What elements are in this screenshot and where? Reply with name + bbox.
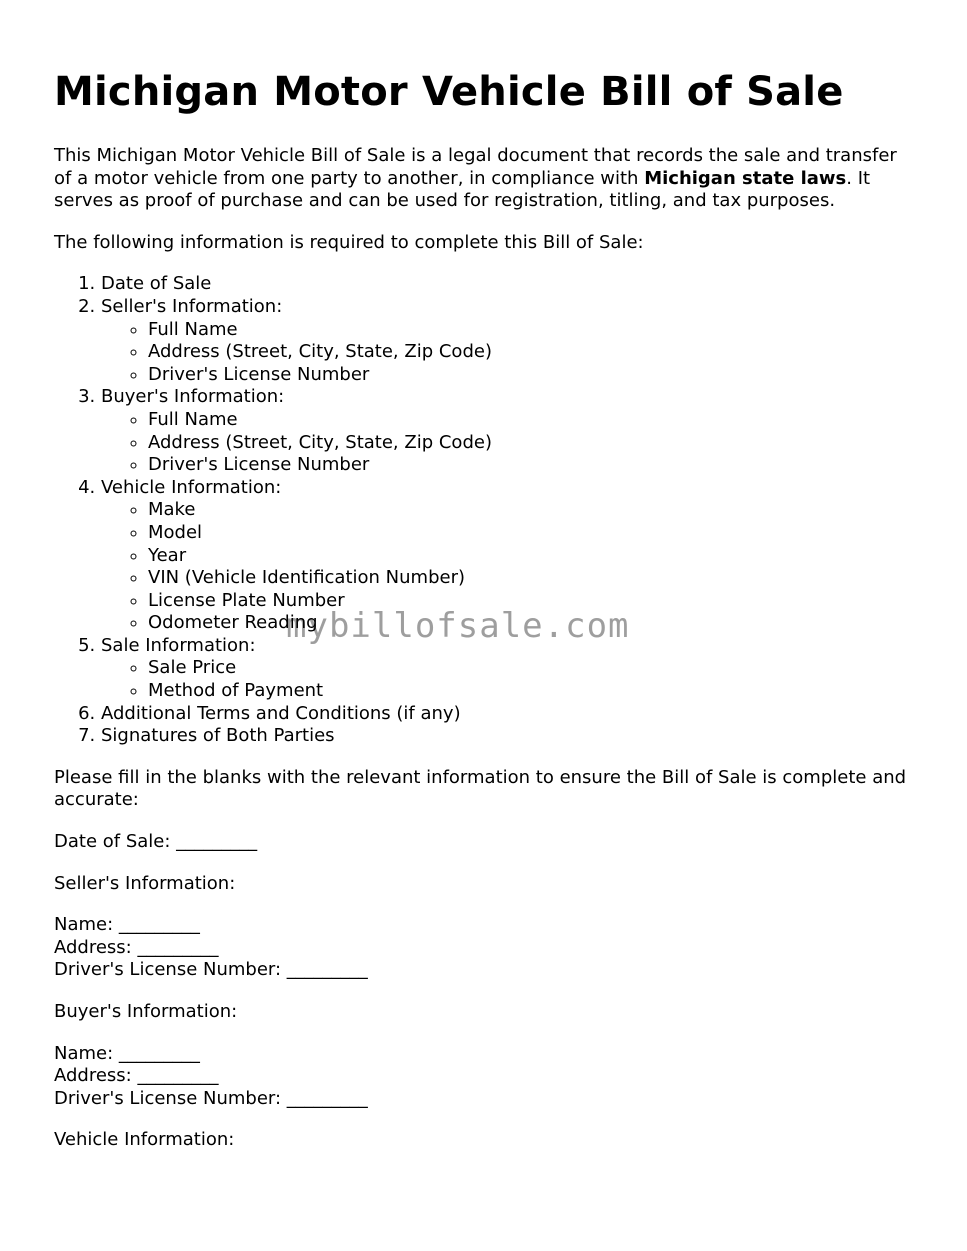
sub-list bbox=[101, 499, 914, 635]
sub-list-item: ◦ Address (Street, City, State, Zip Code) bbox=[148, 432, 914, 455]
required-list bbox=[54, 273, 914, 747]
buyer-heading: Buyer's Information: bbox=[54, 1001, 238, 1022]
list-item bbox=[101, 273, 914, 296]
date-of-sale-field[interactable]: Date of Sale: _________ bbox=[54, 831, 258, 853]
seller-heading: Seller's Information: bbox=[54, 872, 236, 894]
buyer-name-field[interactable]: Name: _________ bbox=[54, 1042, 200, 1064]
buyer-fields bbox=[54, 1043, 914, 1111]
watermark: mybillofsale.com bbox=[286, 606, 630, 646]
list-item-label: Additional Terms and Conditions (if any) bbox=[101, 702, 461, 724]
sub-list-item: ◦ Method of Payment bbox=[148, 680, 914, 703]
sub-list bbox=[101, 657, 914, 702]
list-item bbox=[101, 477, 914, 635]
list-item-label: Sale Information: bbox=[101, 634, 256, 656]
list-item-label: Seller's Information: bbox=[101, 295, 283, 317]
sub-list bbox=[101, 319, 914, 387]
sub-list-item: ◦ Address (Street, City, State, Zip Code) bbox=[148, 341, 914, 364]
seller-fields bbox=[54, 914, 914, 982]
list-item-label: Vehicle Information: bbox=[101, 476, 282, 498]
list-item bbox=[101, 635, 914, 703]
required-intro: The following information is required to complete this Bill of Sale: bbox=[54, 231, 644, 253]
fill-instructions: Please fill in the blanks with the relevant information to ensure the Bill of Sale is complete and accurate: bbox=[54, 766, 907, 811]
sub-list-item: ◦ Full Name bbox=[148, 409, 914, 432]
sub-list-item: ◦ Sale Price bbox=[148, 657, 914, 680]
vehicle-heading: Vehicle Information: bbox=[54, 1129, 235, 1151]
list-item bbox=[101, 296, 914, 386]
seller-name-field[interactable]: Name: _________ bbox=[54, 914, 200, 936]
list-item-label: Date of Sale bbox=[101, 273, 212, 295]
seller-address-field[interactable]: Address: _________ bbox=[54, 936, 219, 958]
sub-list-item: ◦ Odometer Reading bbox=[148, 612, 914, 635]
sub-list-item: ◦ Driver's License Number bbox=[148, 364, 914, 387]
intro-text-part2: . It serves as proof of purchase and can be used for registration, titling, and tax purposes. bbox=[54, 167, 871, 212]
intro-bold-text: Michigan state laws bbox=[644, 167, 847, 189]
buyer-license-field[interactable]: Driver's License Number: _________ bbox=[54, 1087, 368, 1109]
sub-list bbox=[101, 409, 914, 477]
sub-list-item: ◦ Driver's License Number bbox=[148, 454, 914, 477]
seller-license-field[interactable]: Driver's License Number: _________ bbox=[54, 959, 368, 981]
sub-list-item: ◦ Make bbox=[148, 499, 914, 522]
sub-list-item: ◦ License Plate Number bbox=[148, 590, 914, 613]
document-page bbox=[54, 66, 914, 1171]
intro-paragraph bbox=[54, 145, 914, 213]
list-item bbox=[101, 386, 914, 476]
list-item bbox=[101, 725, 914, 748]
list-item-label: Buyer's Information: bbox=[101, 386, 285, 408]
page-title: Michigan Motor Vehicle Bill of Sale bbox=[54, 69, 844, 115]
sub-list-item: ◦ Model bbox=[148, 522, 914, 545]
sub-list-item: ◦ Year bbox=[148, 545, 914, 568]
list-item-label: Signatures of Both Parties bbox=[101, 725, 335, 747]
list-item bbox=[101, 703, 914, 726]
sub-list-item: ◦ VIN (Vehicle Identification Number) bbox=[148, 567, 914, 590]
sub-list-item: ◦ Full Name bbox=[148, 319, 914, 342]
buyer-address-field[interactable]: Address: _________ bbox=[54, 1065, 219, 1087]
intro-text-part1: This Michigan Motor Vehicle Bill of Sale is a legal document that records the sale and transfer of a motor vehicle from one party to another, in compliance with bbox=[54, 145, 897, 189]
